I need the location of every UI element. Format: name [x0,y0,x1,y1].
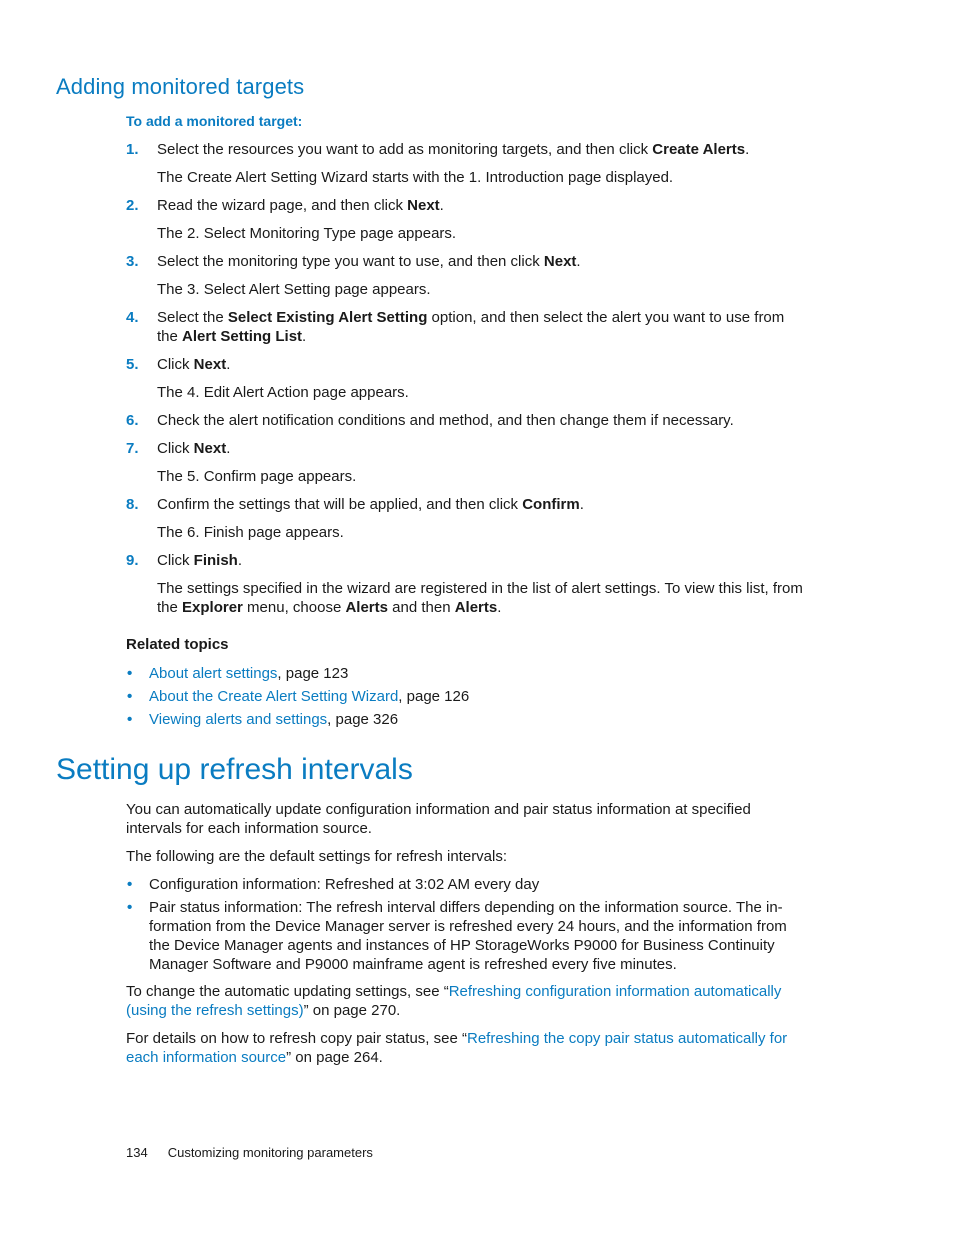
step-text-part: Select the resources you want to add as monitoring targets, and then click [157,141,653,158]
related-topic-item [126,664,806,683]
step-text-part: option, and then select the alert you want to use from the [157,309,785,345]
ui-term: Next [543,253,577,270]
step-1 [126,140,806,187]
ui-term: Alerts [454,599,498,616]
step-3 [126,252,806,299]
related-topics-list [126,664,806,729]
change-settings-paragraph [126,982,796,1020]
step-text-part: . [237,552,243,569]
default-setting-item [126,875,798,894]
step-2 [126,196,806,243]
step-number: 1. [126,141,139,158]
ui-term: Select Existing Alert Setting [227,309,428,326]
ui-term: Next [407,197,440,214]
step-7 [126,439,806,486]
step-result: The 2. Select Monitoring Type page appears. [157,225,457,242]
step-text-part: Click [157,552,194,569]
step-number: 7. [126,440,139,457]
procedure-steps [126,140,806,617]
refresh-copy-pair-link[interactable]: Refreshing the copy pair status automatically for each information source [126,1030,788,1066]
step-text [157,252,806,271]
step-text-part: . [745,141,750,158]
bullet-icon: • [127,711,133,728]
step-text-part: . [302,328,307,345]
chapter-section-heading: Setting up refresh intervals [56,753,413,786]
step-result-part: The settings specified in the wizard are registered in the list of alert settings. To view this list, from the [157,580,803,616]
step-text-part: Click [157,440,194,457]
ui-term: Next [193,356,227,373]
default-setting-text: Pair status information: The refresh interval differs depending on the information source. The in-formation from the Device Manager server is refreshed every 24 hours, and the information from the Device Manager agents and instances of HP StorageWorks P9000 for Business Continuity Manager Software and P9000 mainframe agent is refreshed every five minutes. [149,899,787,973]
step-number: 9. [126,552,139,569]
step-text-part: . [439,197,444,214]
ui-term: Finish [193,552,238,569]
step-result [157,579,806,617]
ui-term: Explorer [182,599,243,616]
copy-pair-paragraph [126,1029,796,1067]
ui-term: Next [193,440,227,457]
step-result-part: and then [387,599,455,616]
related-topic-link[interactable]: Viewing alerts and settings [149,711,328,728]
paragraph-text: For details on how to refresh copy pair status, see “ [126,1030,467,1047]
bullet-icon: • [127,688,133,705]
section-heading: Adding monitored targets [56,74,305,99]
step-text-part: . [226,440,231,457]
bullet-icon: • [127,876,133,893]
related-topic-link[interactable]: About the Create Alert Setting Wizard [149,688,399,705]
step-text-part: . [226,356,231,373]
step-9 [126,551,806,617]
step-number: 3. [126,253,139,270]
paragraph-text: ” on page 270. [303,1002,401,1019]
step-text [157,551,806,570]
ui-term: Alert Setting List [182,328,303,345]
step-result-part: menu, choose [242,599,346,616]
ui-term: Create Alerts [652,141,746,158]
page-reference: , page 123 [277,665,349,682]
refresh-config-link[interactable]: Refreshing configuration information automatically (using the refresh settings) [126,983,782,1019]
step-8 [126,495,806,542]
step-result: The Create Alert Setting Wizard starts with the 1. Introduction page displayed. [157,169,674,186]
bullet-icon: • [127,899,133,916]
defaults-intro: The following are the default settings for refresh intervals: [126,848,508,865]
page-footer [126,1145,373,1160]
chapter-title: Customizing monitoring parameters [167,1145,373,1160]
defaults-list [126,875,798,974]
step-text-part: Select the monitoring type you want to use, and then click [157,253,544,270]
step-text-part: . [579,496,584,513]
step-text-part: Confirm the settings that will be applied, and then click [157,496,523,513]
default-setting-item [126,898,798,974]
paragraph-text: To change the automatic updating settings, see “ [126,983,449,1000]
step-text [157,439,806,458]
step-number: 4. [126,309,139,326]
related-topic-item [126,687,806,706]
page-reference: , page 126 [398,688,470,705]
step-number: 5. [126,356,139,373]
ui-term: Alerts [345,599,388,616]
step-5 [126,355,806,402]
step-result: The 6. Finish page appears. [157,524,344,541]
procedure-title: To add a monitored target: [126,113,303,129]
step-text [157,196,806,215]
ui-term: Confirm [522,496,580,513]
step-result: The 4. Edit Alert Action page appears. [157,384,409,401]
step-text-part: Select the [157,309,228,326]
related-topics-heading: Related topics [126,636,229,653]
step-number: 6. [126,412,139,429]
default-setting-text: Configuration information: Refreshed at 3:02 AM every day [149,876,540,893]
page-reference: , page 326 [327,711,399,728]
step-text-part: . [576,253,581,270]
step-text [157,140,806,159]
step-6 [126,411,806,430]
step-text [157,308,806,346]
step-number: 8. [126,496,139,513]
step-text [157,495,806,514]
step-result: The 3. Select Alert Setting page appears. [157,281,431,298]
step-4 [126,308,806,346]
step-text-part: Click [157,356,194,373]
paragraph-text: ” on page 264. [286,1049,383,1066]
bullet-icon: • [127,665,133,682]
step-number: 2. [126,197,139,214]
step-text: Check the alert notification conditions and method, and then change them if necessary. [157,412,734,429]
step-result-part: . [497,599,502,616]
related-topic-item [126,710,806,729]
step-result: The 5. Confirm page appears. [157,468,357,485]
page-number: 134 [126,1145,148,1160]
refresh-intro: You can automatically update configuration information and pair status information at specified intervals for each information source. [126,801,751,837]
step-text-part: Read the wizard page, and then click [157,197,408,214]
related-topic-link[interactable]: About alert settings [149,665,278,682]
step-text [157,355,806,374]
